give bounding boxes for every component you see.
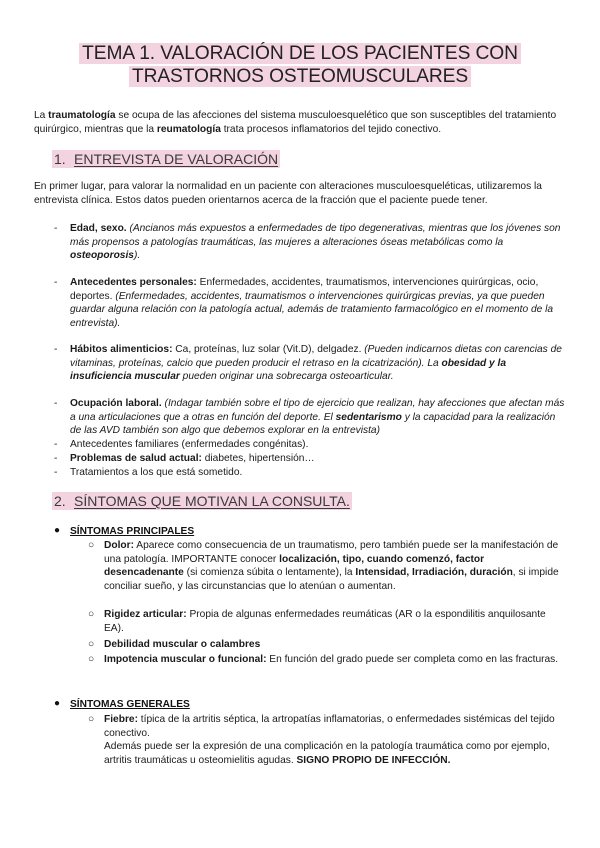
- symptom-fiebre: [88, 713, 566, 767]
- symptoms-main-title: SÍNTOMAS PRINCIPALES: [70, 526, 195, 537]
- intro-paragraph: [34, 109, 566, 136]
- symptom-text-3: , si impide conciliar sueño, y las circunstancias que lo atenúan o aumentan.: [104, 567, 559, 592]
- symptom-impotencia: [88, 653, 566, 667]
- dash-marker: -: [54, 398, 58, 409]
- list-item-antecedentes-familiares: [54, 438, 566, 452]
- dash-marker: -: [54, 223, 58, 234]
- item-text: Ca, proteínas, luz solar (Vit.D), delgadez.: [172, 344, 365, 355]
- bullet-marker: ●: [54, 698, 61, 709]
- item-label: Problemas de salud actual:: [70, 453, 202, 464]
- section-1-paragraph: En primer lugar, para valorar la normalidad en un paciente con alteraciones musculoesqueléticas, utilizaremos la entrevista clínica. Estos datos pueden orientarnos acerca de la fracción que el paciente puede tener.: [34, 181, 542, 206]
- section-2-number: 2.: [54, 493, 66, 509]
- section-1-number: 1.: [54, 151, 66, 167]
- item-text: Antecedentes familiares (enfermedades congénitas).: [70, 439, 309, 450]
- item-label: Edad, sexo.: [70, 223, 127, 234]
- list-item-ocupacion-laboral: [54, 397, 566, 438]
- section-1-title: ENTREVISTA DE VALORACIÓN: [74, 151, 279, 167]
- item-text: diabetes, hipertensión…: [201, 453, 315, 464]
- document-title: [34, 42, 566, 88]
- symptom-text-2: (si comienza súbita o lentamente), la: [183, 567, 356, 578]
- symptom-text: típica de la artritis séptica, la artropatías inflamatorias, o enfermedades sistémicas del tejido conectivo.: [104, 714, 555, 739]
- symptom-rigidez: [88, 608, 566, 635]
- dash-marker: -: [54, 439, 58, 450]
- symptom-label: Debilidad muscular o calambres: [104, 639, 261, 650]
- list-item-edad-sexo: [54, 222, 566, 263]
- symptom-emphasis-1: localización, tipo, cuando comenzó, factor desencadenante: [104, 553, 485, 578]
- dash-marker: -: [54, 467, 58, 478]
- symptom-label: Rigidez articular:: [104, 609, 187, 620]
- circle-marker: ○: [88, 714, 95, 725]
- item-label: Hábitos alimenticios:: [70, 344, 173, 355]
- circle-marker: ○: [88, 609, 95, 620]
- intro-text-2: se ocupa de las afecciones del sistema musculoesquelético que son susceptibles del tratamiento quirúrgico, mientras que la: [34, 110, 557, 135]
- intro-term-reumatologia: reumatología: [156, 123, 221, 135]
- circle-marker: ○: [88, 639, 95, 650]
- dash-marker: -: [54, 344, 58, 355]
- item-label: Ocupación laboral.: [70, 398, 162, 409]
- symptoms-general-heading: [54, 698, 566, 712]
- item-text: Enfermedades, accidentes, traumatismos, intervenciones quirúrgicas, ocio, deportes.: [70, 277, 539, 302]
- symptoms-general-title: SÍNTOMAS GENERALES: [70, 699, 190, 710]
- list-item-tratamientos: [54, 466, 566, 480]
- symptom-label: Dolor:: [104, 540, 134, 551]
- bullet-marker: ●: [54, 525, 61, 536]
- item-text: Tratamientos a los que está sometido.: [70, 467, 243, 478]
- dash-marker: -: [54, 277, 58, 288]
- symptom-dolor: [88, 539, 566, 593]
- document-title-text: TEMA 1. VALORACIÓN DE LOS PACIENTES CON TRASTORNOS OSTEOMUSCULARES: [79, 43, 521, 87]
- symptom-text: Aparece como consecuencia de un traumatismo, pero también puede ser la manifestación de una patología. IMPORTANTE conocer: [104, 540, 559, 565]
- circle-marker: ○: [88, 540, 95, 551]
- item-label: Antecedentes personales:: [70, 277, 197, 288]
- list-item-antecedentes-personales: [54, 276, 566, 330]
- list-item-habitos-alimenticios: [54, 343, 566, 384]
- item-tail: ).: [133, 250, 141, 261]
- item-emphasis: obesidad y la insuficiencia muscular: [70, 357, 507, 382]
- intro-term-traumatologia: traumatología: [48, 110, 116, 121]
- item-italic-tail: y la capacidad para la realización de las AVD también son algo que debemos explorar en la entrevista): [70, 411, 556, 436]
- item-italic: (Pueden indicarnos dietas con carencias de vitaminas, proteínas, calcio que pueden producir el retraso en la cicatrización). La: [70, 344, 562, 369]
- symptom-text: En función del grado puede ser completa como en las fracturas.: [266, 654, 559, 665]
- symptom-emphasis: SIGNO PROPIO DE INFECCIÓN.: [296, 754, 451, 766]
- section-1-heading: [52, 150, 280, 168]
- symptom-text: Propia de algunas enfermedades reumáticas (AR o la espondilitis anquilosante EA).: [104, 609, 546, 634]
- intro-text-3: trata procesos inflamatorios del tejido conectivo.: [220, 123, 442, 135]
- symptom-debilidad: [88, 638, 566, 652]
- item-italic-tail: pueden originar una sobrecarga osteoarticular.: [179, 371, 394, 382]
- circle-marker: ○: [88, 654, 95, 665]
- section-2-title: SÍNTOMAS QUE MOTIVAN LA CONSULTA.: [74, 493, 350, 509]
- dash-marker: -: [54, 453, 58, 464]
- item-text: (Ancianos más expuestos a enfermedades de tipo degenerativas, mientras que los jóvenes son más propensos a patologías traumáticas, las mujeres a alteraciones óseas metabólicas como la: [70, 223, 561, 248]
- symptom-label: Impotencia muscular o funcional:: [104, 654, 267, 665]
- symptom-label: Fiebre:: [104, 714, 138, 725]
- symptom-text-2: Además puede ser la expresión de una complicación en la patología traumática como por ejemplo, artritis traumáticas u osteomielitis agudas.: [104, 741, 550, 766]
- symptoms-main-heading: [54, 525, 566, 539]
- section-2-heading: [52, 492, 352, 510]
- symptom-emphasis-2: Intensidad, Irradiación, duración: [355, 567, 513, 578]
- intro-text-1: La: [34, 110, 49, 121]
- item-emphasis: osteoporosis: [70, 250, 134, 261]
- item-italic: (Indagar también sobre el tipo de ejercicio que realizan, hay afecciones que afectan más a una articulaciones que a otras en función del deporte. El: [70, 398, 565, 423]
- item-italic: (Enfermedades, accidentes, traumatismos o intervenciones quirúrgicas previas, ya que pueden guardar alguna relación con la patología actual, además de tratamiento farmacológico en el momento de la entrevista).: [70, 290, 554, 329]
- list-item-problemas-salud: [54, 452, 566, 466]
- item-emphasis: sedentarismo: [335, 411, 402, 423]
